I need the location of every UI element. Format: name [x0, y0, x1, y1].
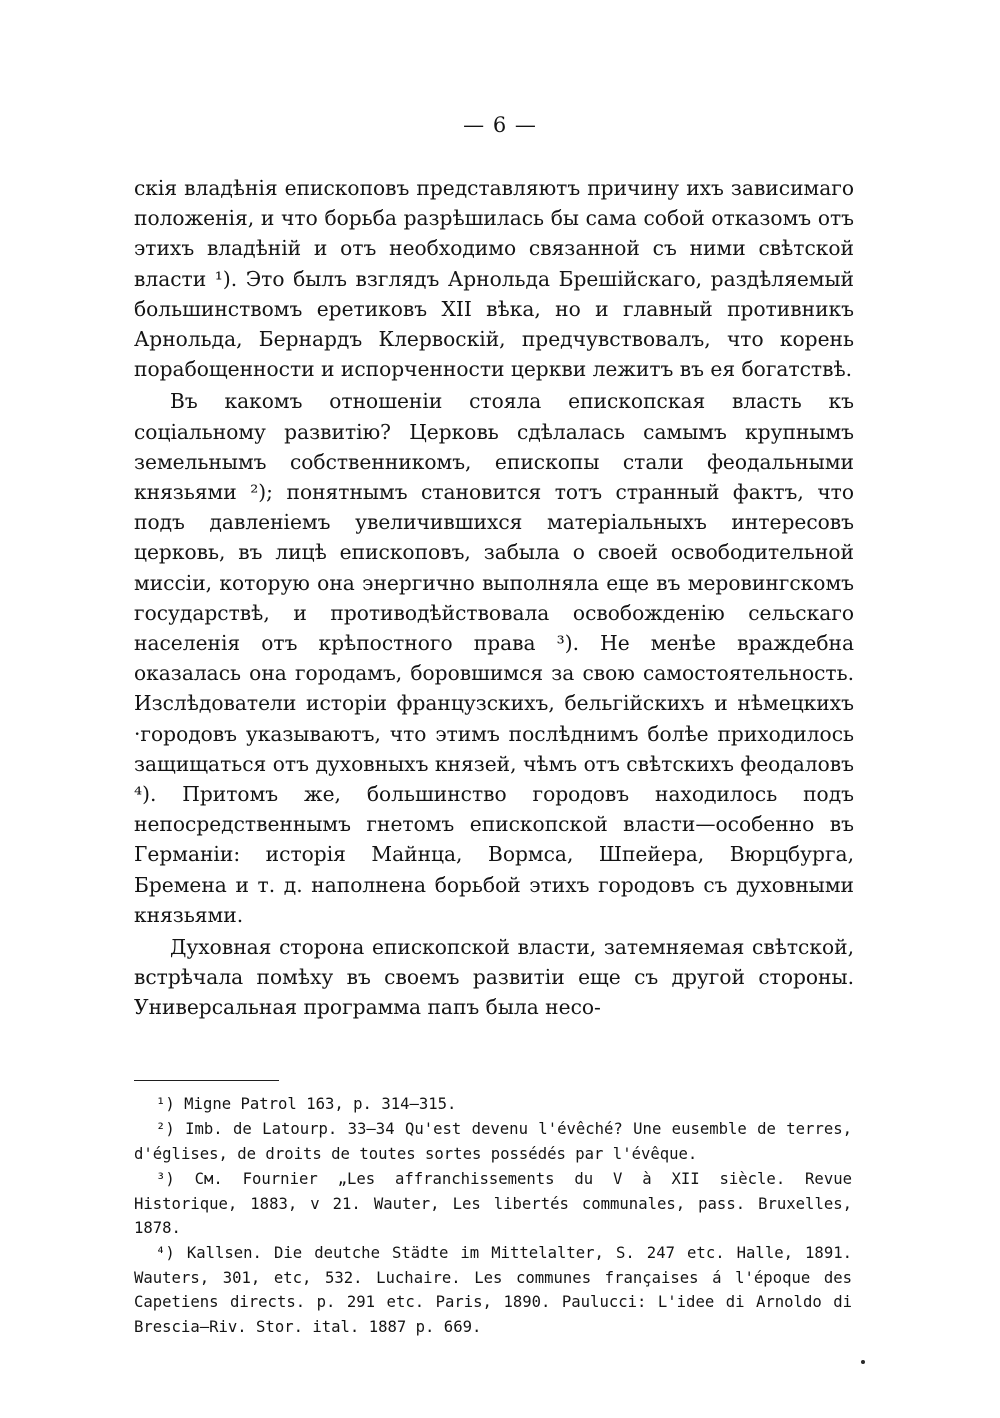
footnote-divider	[134, 1080, 279, 1081]
ink-speck	[861, 1360, 865, 1364]
footnote: ¹) Migne Patrol 163, p. 314—315.	[156, 1095, 457, 1113]
footnote: ⁴) Kallsen. Die deutche Städte im Mittelalter, S. 247 etc. Halle, 1891. Wauters, 301, etc, 532. Luchaire. Les communes françaises á l'époque des Capetiens directs. p. 291 etc. Paris, 1890. Paulucci: L'idee di Arnoldo di Brescia—Riv. Stor. ital. 1887 p. 669.	[134, 1244, 852, 1336]
footnote: ³) См. Fournier „Les affranchissements du V à XII siècle. Revue Historique, 1883, v 21. Wauter, Les libertés communales, pass. Bruxelles, 1878.	[134, 1170, 852, 1238]
page-number: — 6 —	[463, 113, 537, 137]
paragraph: скія владѣнія епископовъ представляютъ причину ихъ зависимаго положенія, и что борьба разрѣшилась бы сама собой отказомъ отъ этихъ владѣній и отъ необходимо связанной съ ними свѣтской власти ¹). Это былъ взглядъ Арнольда Брешійскаго, раздѣляемый большинствомъ еретиковъ XII вѣка, но и главный противникъ Арнольда, Бернардъ Клервоскій, предчувствовалъ, что корень порабощенности и испорченности церкви лежитъ въ ея богатствѣ.	[134, 176, 854, 382]
paragraph: Въ какомъ отношеніи стояла епископская власть къ соціальному развитію? Церковь сдѣлалась самымъ крупнымъ земельнымъ собственникомъ, епископы стали феодальными князьями ²); понятнымъ становится тотъ странный фактъ, что подъ давленіемъ увеличившихся матеріальныхъ интересовъ церковь, въ лицѣ епископовъ, забыла о своей освободительной миссіи, которую она энергично выполняла еще въ меровингскомъ государствѣ, и противодѣйствовала освобожденію сельскаго населенія отъ крѣпостного права ³). Не менѣе враждебна оказалась она городамъ, боровшимся за свою самостоятельность. Изслѣдователи исторіи французскихъ, бельгійскихъ и нѣмецкихъ ·городовъ указываютъ, что этимъ послѣднимъ болѣе приходилось защищаться отъ духовныхъ князей, чѣмъ отъ свѣтскихъ феодаловъ ⁴). Притомъ же, большинство городовъ находилось подъ непосредственнымъ гнетомъ епископской власти—особенно въ Германіи: исторія Майнца, Вормса, Шпейера, Вюрцбурга, Бремена и т. д. наполнена борьбой этихъ городовъ съ духовными князьями.	[134, 389, 854, 927]
footnote: ²) Imb. de Latourp. 33—34 Qu'est devenu l'évêché? Une eusemble de terres, d'églises, de droits de toutes sortes possédés par l'évêque.	[134, 1120, 852, 1163]
paragraph: Духовная сторона епископской власти, затемняемая свѣтской, встрѣчала помѣху въ своемъ развитіи еще съ другой стороны. Универсальная программа папъ была несо-	[134, 935, 854, 1020]
main-text	[134, 173, 854, 1023]
footnotes	[134, 1092, 852, 1339]
